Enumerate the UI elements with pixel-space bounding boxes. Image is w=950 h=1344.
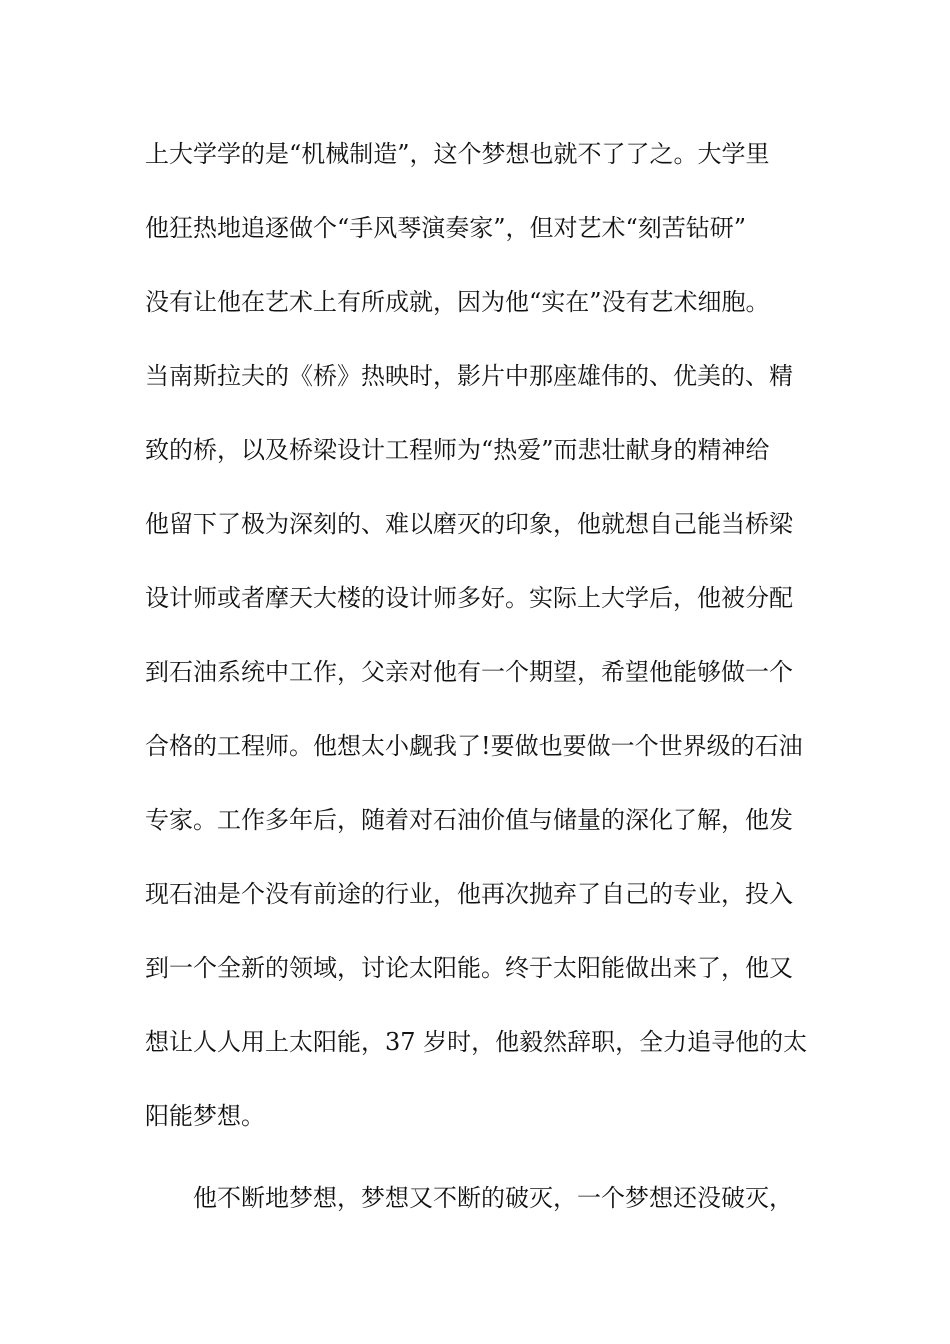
paragraph-line-2: 他狂热地追逐做个“手风琴演奏家”，但对艺术“刻苦钻研”	[145, 214, 747, 242]
paragraph-line-6: 他留下了极为深刻的、难以磨灭的印象，他就想自己能当桥梁	[145, 510, 793, 538]
paragraph-line-1: 上大学学的是“机械制造”，这个梦想也就不了了之。大学里	[145, 140, 770, 168]
paragraph-line-14: 阳能梦想。	[145, 1102, 265, 1130]
paragraph-line-4: 当南斯拉夫的《桥》热映时，影片中那座雄伟的、优美的、精	[145, 362, 793, 390]
paragraph-line-9: 合格的工程师。他想太小觑我了!要做也要做一个世界级的石油	[145, 732, 803, 760]
paragraph-2-line-1: 他不断地梦想，梦想又不断的破灭，一个梦想还没破灭，	[193, 1184, 793, 1212]
paragraph-line-5: 致的桥，以及桥梁设计工程师为“热爱”而悲壮献身的精神给	[145, 436, 770, 464]
paragraph-line-7: 设计师或者摩天大楼的设计师多好。实际上大学后，他被分配	[145, 584, 793, 612]
paragraph-line-11: 现石油是个没有前途的行业，他再次抛弃了自己的专业，投入	[145, 880, 793, 908]
paragraph-line-8: 到石油系统中工作，父亲对他有一个期望，希望他能够做一个	[145, 658, 793, 686]
paragraph-line-10: 专家。工作多年后，随着对石油价值与储量的深化了解，他发	[145, 806, 793, 834]
paragraph-line-12: 到一个全新的领域，讨论太阳能。终于太阳能做出来了，他又	[145, 954, 793, 982]
paragraph-line-3: 没有让他在艺术上有所成就，因为他“实在”没有艺术细胞。	[145, 288, 770, 316]
paragraph-line-13: 想让人人用上太阳能，37 岁时，他毅然辞职，全力追寻他的太	[145, 1028, 808, 1056]
